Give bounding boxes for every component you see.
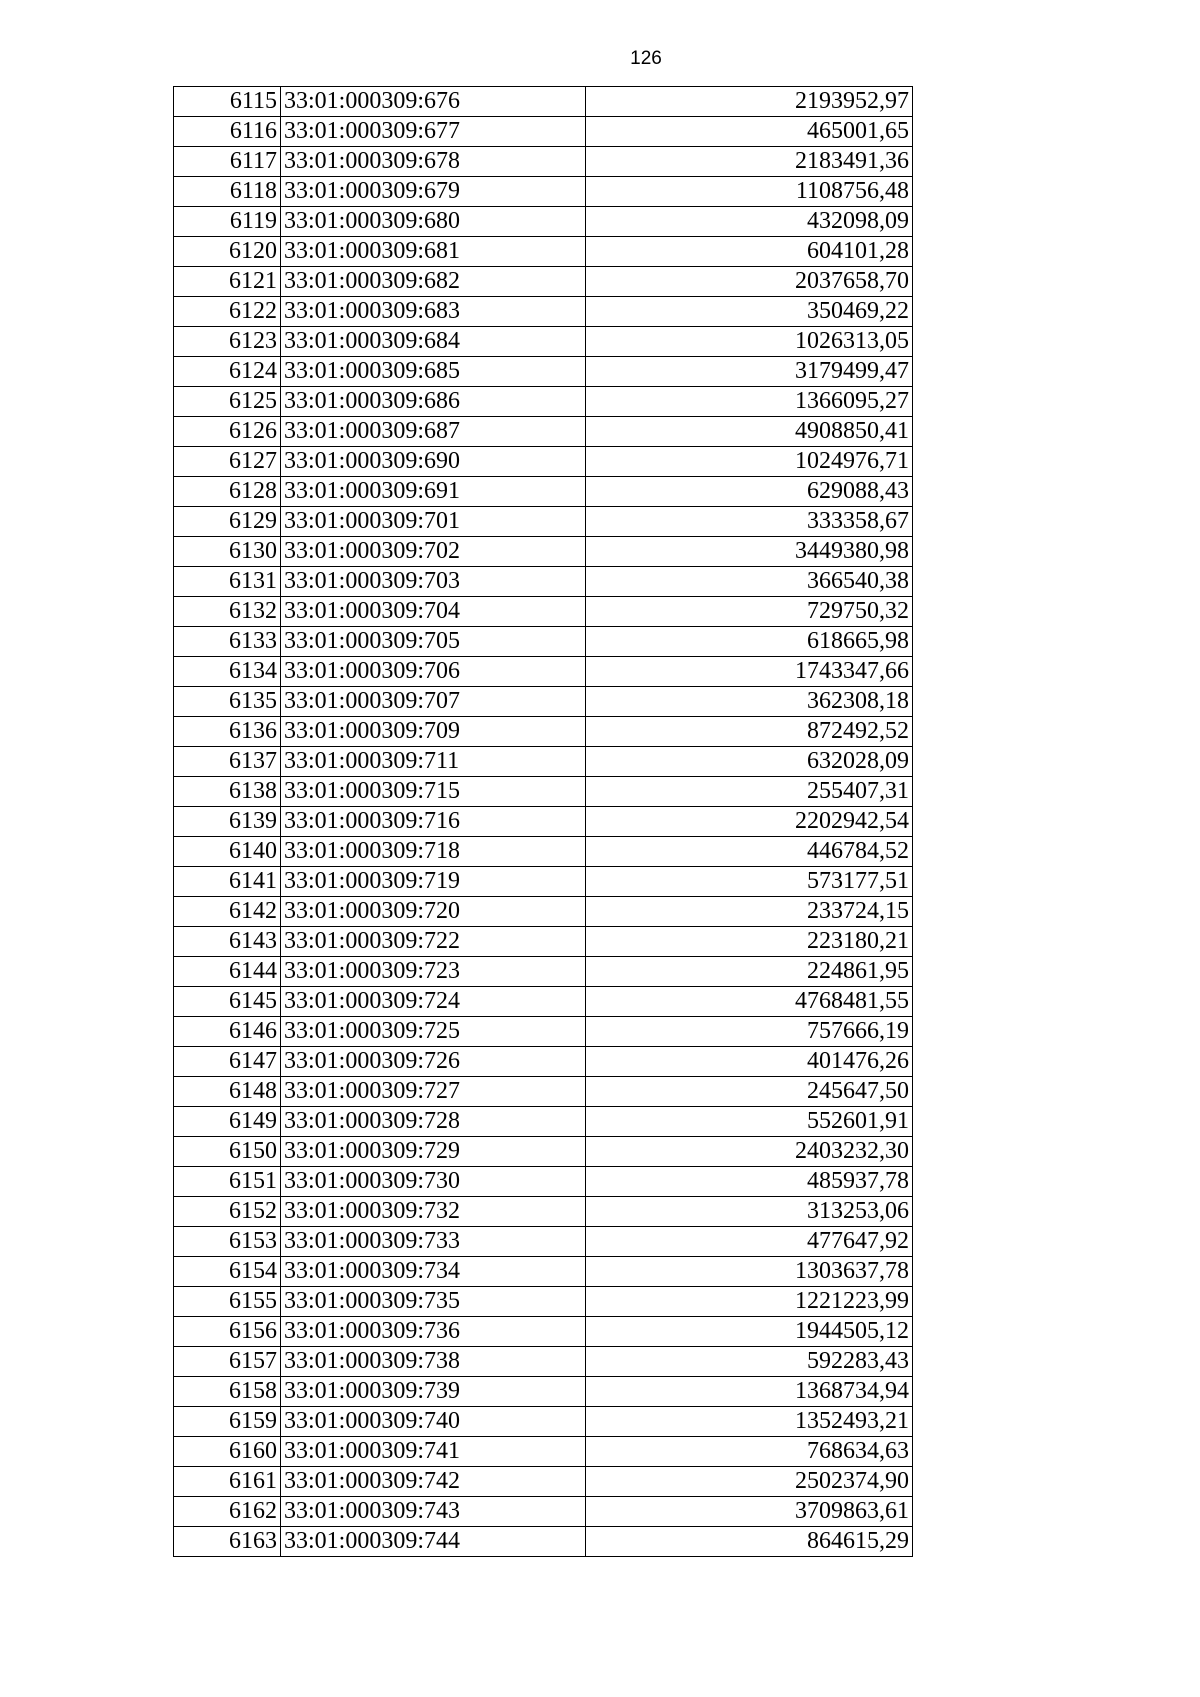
row-number-cell: 6153 <box>174 1227 281 1257</box>
cadastral-number-cell: 33:01:000309:730 <box>281 1167 586 1197</box>
table-row <box>174 477 913 507</box>
cadastral-number-cell: 33:01:000309:740 <box>281 1407 586 1437</box>
table-row <box>174 87 913 117</box>
table-row <box>174 267 913 297</box>
table-row <box>174 1287 913 1317</box>
table-row <box>174 447 913 477</box>
table-row <box>174 1467 913 1497</box>
cadastral-number-cell: 33:01:000309:681 <box>281 237 586 267</box>
cadastral-number-cell: 33:01:000309:723 <box>281 957 586 987</box>
row-number-cell: 6117 <box>174 147 281 177</box>
table-row <box>174 1077 913 1107</box>
cadastral-number-cell: 33:01:000309:686 <box>281 387 586 417</box>
cadastral-number-cell: 33:01:000309:709 <box>281 717 586 747</box>
table-row <box>174 597 913 627</box>
cadastral-value-cell: 485937,78 <box>586 1167 913 1197</box>
table-row <box>174 987 913 1017</box>
cadastral-number-cell: 33:01:000309:736 <box>281 1317 586 1347</box>
table-row <box>174 1347 913 1377</box>
cadastral-value-cell: 255407,31 <box>586 777 913 807</box>
cadastral-value-cell: 1026313,05 <box>586 327 913 357</box>
cadastral-value-cell: 2183491,36 <box>586 147 913 177</box>
cadastral-value-cell: 618665,98 <box>586 627 913 657</box>
row-number-cell: 6123 <box>174 327 281 357</box>
cadastral-value-cell: 1303637,78 <box>586 1257 913 1287</box>
cadastral-value-cell: 224861,95 <box>586 957 913 987</box>
table-row <box>174 687 913 717</box>
row-number-cell: 6132 <box>174 597 281 627</box>
cadastral-number-cell: 33:01:000309:727 <box>281 1077 586 1107</box>
table-row <box>174 237 913 267</box>
table-row <box>174 1107 913 1137</box>
table-row <box>174 1527 913 1557</box>
row-number-cell: 6156 <box>174 1317 281 1347</box>
table-row <box>174 1257 913 1287</box>
row-number-cell: 6151 <box>174 1167 281 1197</box>
table-row <box>174 1017 913 1047</box>
row-number-cell: 6147 <box>174 1047 281 1077</box>
row-number-cell: 6134 <box>174 657 281 687</box>
cadastral-value-cell: 3449380,98 <box>586 537 913 567</box>
row-number-cell: 6129 <box>174 507 281 537</box>
row-number-cell: 6135 <box>174 687 281 717</box>
cadastral-number-cell: 33:01:000309:676 <box>281 87 586 117</box>
table-row <box>174 1437 913 1467</box>
cadastral-value-cell: 4768481,55 <box>586 987 913 1017</box>
cadastral-number-cell: 33:01:000309:744 <box>281 1527 586 1557</box>
table-row <box>174 747 913 777</box>
cadastral-number-cell: 33:01:000309:682 <box>281 267 586 297</box>
row-number-cell: 6139 <box>174 807 281 837</box>
row-number-cell: 6149 <box>174 1107 281 1137</box>
row-number-cell: 6158 <box>174 1377 281 1407</box>
cadastral-value-cell: 757666,19 <box>586 1017 913 1047</box>
row-number-cell: 6160 <box>174 1437 281 1467</box>
table-row <box>174 807 913 837</box>
cadastral-number-cell: 33:01:000309:711 <box>281 747 586 777</box>
cadastral-value-cell: 552601,91 <box>586 1107 913 1137</box>
row-number-cell: 6152 <box>174 1197 281 1227</box>
row-number-cell: 6127 <box>174 447 281 477</box>
cadastral-value-cell: 362308,18 <box>586 687 913 717</box>
cadastral-number-cell: 33:01:000309:690 <box>281 447 586 477</box>
cadastral-value-cell: 1024976,71 <box>586 447 913 477</box>
cadastral-value-cell: 573177,51 <box>586 867 913 897</box>
table-row <box>174 387 913 417</box>
row-number-cell: 6119 <box>174 207 281 237</box>
row-number-cell: 6142 <box>174 897 281 927</box>
row-number-cell: 6157 <box>174 1347 281 1377</box>
row-number-cell: 6159 <box>174 1407 281 1437</box>
cadastral-value-cell: 1221223,99 <box>586 1287 913 1317</box>
table-row <box>174 1137 913 1167</box>
row-number-cell: 6154 <box>174 1257 281 1287</box>
row-number-cell: 6137 <box>174 747 281 777</box>
row-number-cell: 6163 <box>174 1527 281 1557</box>
cadastral-number-cell: 33:01:000309:738 <box>281 1347 586 1377</box>
cadastral-number-cell: 33:01:000309:733 <box>281 1227 586 1257</box>
cadastral-value-table <box>173 86 913 1557</box>
row-number-cell: 6133 <box>174 627 281 657</box>
cadastral-number-cell: 33:01:000309:687 <box>281 417 586 447</box>
table-row <box>174 867 913 897</box>
cadastral-value-cell: 333358,67 <box>586 507 913 537</box>
table-row <box>174 627 913 657</box>
cadastral-number-cell: 33:01:000309:678 <box>281 147 586 177</box>
cadastral-number-cell: 33:01:000309:720 <box>281 897 586 927</box>
cadastral-number-cell: 33:01:000309:701 <box>281 507 586 537</box>
cadastral-value-cell: 864615,29 <box>586 1527 913 1557</box>
table-row <box>174 837 913 867</box>
row-number-cell: 6155 <box>174 1287 281 1317</box>
cadastral-number-cell: 33:01:000309:677 <box>281 117 586 147</box>
row-number-cell: 6125 <box>174 387 281 417</box>
table-body <box>174 87 913 1557</box>
cadastral-number-cell: 33:01:000309:726 <box>281 1047 586 1077</box>
row-number-cell: 6130 <box>174 537 281 567</box>
cadastral-number-cell: 33:01:000309:684 <box>281 327 586 357</box>
table-row <box>174 177 913 207</box>
cadastral-value-cell: 313253,06 <box>586 1197 913 1227</box>
table-row <box>174 207 913 237</box>
cadastral-value-cell: 233724,15 <box>586 897 913 927</box>
cadastral-value-cell: 1368734,94 <box>586 1377 913 1407</box>
table-row <box>174 1407 913 1437</box>
cadastral-number-cell: 33:01:000309:707 <box>281 687 586 717</box>
row-number-cell: 6122 <box>174 297 281 327</box>
row-number-cell: 6161 <box>174 1467 281 1497</box>
cadastral-value-cell: 729750,32 <box>586 597 913 627</box>
cadastral-number-cell: 33:01:000309:702 <box>281 537 586 567</box>
row-number-cell: 6146 <box>174 1017 281 1047</box>
cadastral-value-cell: 2037658,70 <box>586 267 913 297</box>
row-number-cell: 6148 <box>174 1077 281 1107</box>
row-number-cell: 6126 <box>174 417 281 447</box>
cadastral-value-cell: 223180,21 <box>586 927 913 957</box>
cadastral-number-cell: 33:01:000309:703 <box>281 567 586 597</box>
cadastral-value-cell: 2502374,90 <box>586 1467 913 1497</box>
cadastral-number-cell: 33:01:000309:728 <box>281 1107 586 1137</box>
cadastral-number-cell: 33:01:000309:679 <box>281 177 586 207</box>
cadastral-value-cell: 768634,63 <box>586 1437 913 1467</box>
row-number-cell: 6121 <box>174 267 281 297</box>
cadastral-value-cell: 2403232,30 <box>586 1137 913 1167</box>
row-number-cell: 6120 <box>174 237 281 267</box>
table-row <box>174 417 913 447</box>
cadastral-number-cell: 33:01:000309:705 <box>281 627 586 657</box>
row-number-cell: 6131 <box>174 567 281 597</box>
cadastral-value-cell: 629088,43 <box>586 477 913 507</box>
cadastral-number-cell: 33:01:000309:742 <box>281 1467 586 1497</box>
table-row <box>174 957 913 987</box>
cadastral-value-cell: 446784,52 <box>586 837 913 867</box>
cadastral-number-cell: 33:01:000309:724 <box>281 987 586 1017</box>
table-row <box>174 1497 913 1527</box>
row-number-cell: 6162 <box>174 1497 281 1527</box>
cadastral-number-cell: 33:01:000309:685 <box>281 357 586 387</box>
table-row <box>174 1197 913 1227</box>
table-row <box>174 1167 913 1197</box>
cadastral-number-cell: 33:01:000309:683 <box>281 297 586 327</box>
cadastral-number-cell: 33:01:000309:725 <box>281 1017 586 1047</box>
cadastral-value-cell: 465001,65 <box>586 117 913 147</box>
cadastral-value-cell: 4908850,41 <box>586 417 913 447</box>
table-row <box>174 717 913 747</box>
cadastral-value-cell: 1743347,66 <box>586 657 913 687</box>
cadastral-value-cell: 366540,38 <box>586 567 913 597</box>
row-number-cell: 6136 <box>174 717 281 747</box>
table-row <box>174 297 913 327</box>
cadastral-number-cell: 33:01:000309:716 <box>281 807 586 837</box>
cadastral-number-cell: 33:01:000309:704 <box>281 597 586 627</box>
page-number: 126 <box>630 48 662 69</box>
cadastral-number-cell: 33:01:000309:719 <box>281 867 586 897</box>
table-row <box>174 1227 913 1257</box>
cadastral-value-cell: 3709863,61 <box>586 1497 913 1527</box>
table-row <box>174 1047 913 1077</box>
row-number-cell: 6141 <box>174 867 281 897</box>
row-number-cell: 6138 <box>174 777 281 807</box>
cadastral-number-cell: 33:01:000309:741 <box>281 1437 586 1467</box>
table-row <box>174 1377 913 1407</box>
cadastral-value-cell: 872492,52 <box>586 717 913 747</box>
cadastral-value-cell: 401476,26 <box>586 1047 913 1077</box>
table-row <box>174 1317 913 1347</box>
row-number-cell: 6115 <box>174 87 281 117</box>
cadastral-value-cell: 1108756,48 <box>586 177 913 207</box>
cadastral-number-cell: 33:01:000309:739 <box>281 1377 586 1407</box>
cadastral-value-cell: 2193952,97 <box>586 87 913 117</box>
cadastral-number-cell: 33:01:000309:732 <box>281 1197 586 1227</box>
row-number-cell: 6128 <box>174 477 281 507</box>
table-row <box>174 507 913 537</box>
table-row <box>174 327 913 357</box>
row-number-cell: 6144 <box>174 957 281 987</box>
cadastral-number-cell: 33:01:000309:718 <box>281 837 586 867</box>
cadastral-value-cell: 1366095,27 <box>586 387 913 417</box>
cadastral-number-cell: 33:01:000309:715 <box>281 777 586 807</box>
row-number-cell: 6124 <box>174 357 281 387</box>
cadastral-number-cell: 33:01:000309:743 <box>281 1497 586 1527</box>
table-row <box>174 657 913 687</box>
cadastral-value-cell: 592283,43 <box>586 1347 913 1377</box>
cadastral-value-cell: 432098,09 <box>586 207 913 237</box>
row-number-cell: 6143 <box>174 927 281 957</box>
cadastral-number-cell: 33:01:000309:691 <box>281 477 586 507</box>
row-number-cell: 6145 <box>174 987 281 1017</box>
row-number-cell: 6150 <box>174 1137 281 1167</box>
cadastral-value-cell: 604101,28 <box>586 237 913 267</box>
cadastral-value-cell: 3179499,47 <box>586 357 913 387</box>
cadastral-number-cell: 33:01:000309:680 <box>281 207 586 237</box>
cadastral-value-cell: 477647,92 <box>586 1227 913 1257</box>
row-number-cell: 6118 <box>174 177 281 207</box>
cadastral-number-cell: 33:01:000309:722 <box>281 927 586 957</box>
table-row <box>174 897 913 927</box>
cadastral-value-cell: 1352493,21 <box>586 1407 913 1437</box>
row-number-cell: 6140 <box>174 837 281 867</box>
cadastral-number-cell: 33:01:000309:734 <box>281 1257 586 1287</box>
cadastral-value-cell: 2202942,54 <box>586 807 913 837</box>
cadastral-value-cell: 632028,09 <box>586 747 913 777</box>
cadastral-number-cell: 33:01:000309:729 <box>281 1137 586 1167</box>
cadastral-value-cell: 1944505,12 <box>586 1317 913 1347</box>
cadastral-number-cell: 33:01:000309:706 <box>281 657 586 687</box>
table-row <box>174 357 913 387</box>
row-number-cell: 6116 <box>174 117 281 147</box>
cadastral-value-cell: 245647,50 <box>586 1077 913 1107</box>
table-row <box>174 567 913 597</box>
table-row <box>174 147 913 177</box>
table-row <box>174 537 913 567</box>
table-row <box>174 117 913 147</box>
cadastral-value-cell: 350469,22 <box>586 297 913 327</box>
cadastral-number-cell: 33:01:000309:735 <box>281 1287 586 1317</box>
table-row <box>174 777 913 807</box>
table-row <box>174 927 913 957</box>
